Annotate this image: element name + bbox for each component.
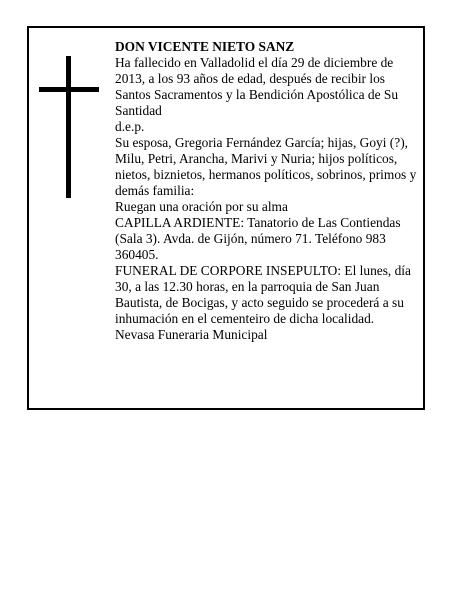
cross-horizontal-bar — [39, 87, 99, 92]
death-announcement: Ha fallecido en Valladolid el día 29 de diciembre de 2013, a los 93 años de edad, después de recibir los Santos Sacramentos y la Bendición Apostólica de Su Santidad — [115, 55, 399, 118]
family-list: Su esposa, Gregoria Fernández García; hijas, Goyi (?), Milu, Petri, Arancha, Marivi y Nuria; hijos políticos, nietos, biznietos, hermanos políticos, sobrinos, primos y demás familia: — [115, 135, 417, 198]
funeral-home: Nevasa Funeraria Municipal — [115, 327, 268, 342]
rest-in-peace: d.e.p. — [115, 119, 145, 134]
cross-vertical-bar — [66, 56, 71, 198]
obituary-notice — [27, 26, 425, 410]
latin-cross-icon — [39, 56, 99, 198]
prayer-request: Ruegan una oración por su alma — [115, 199, 288, 214]
chapel-info: CAPILLA ARDIENTE: Tanatorio de Las Contiendas (Sala 3). Avda. de Gijón, número 71. Teléfono 983 360405. — [115, 215, 401, 262]
funeral-info: FUNERAL DE CORPORE INSEPULTO: El lunes, día 30, a las 12.30 horas, en la parroquia de San Juan Bautista, de Bocigas, y acto seguido se procederá a su inhumación en el cementeiro de dicha localidad. — [115, 263, 411, 326]
deceased-name: DON VICENTE NIETO SANZ — [115, 39, 295, 54]
obituary-text — [115, 39, 421, 343]
